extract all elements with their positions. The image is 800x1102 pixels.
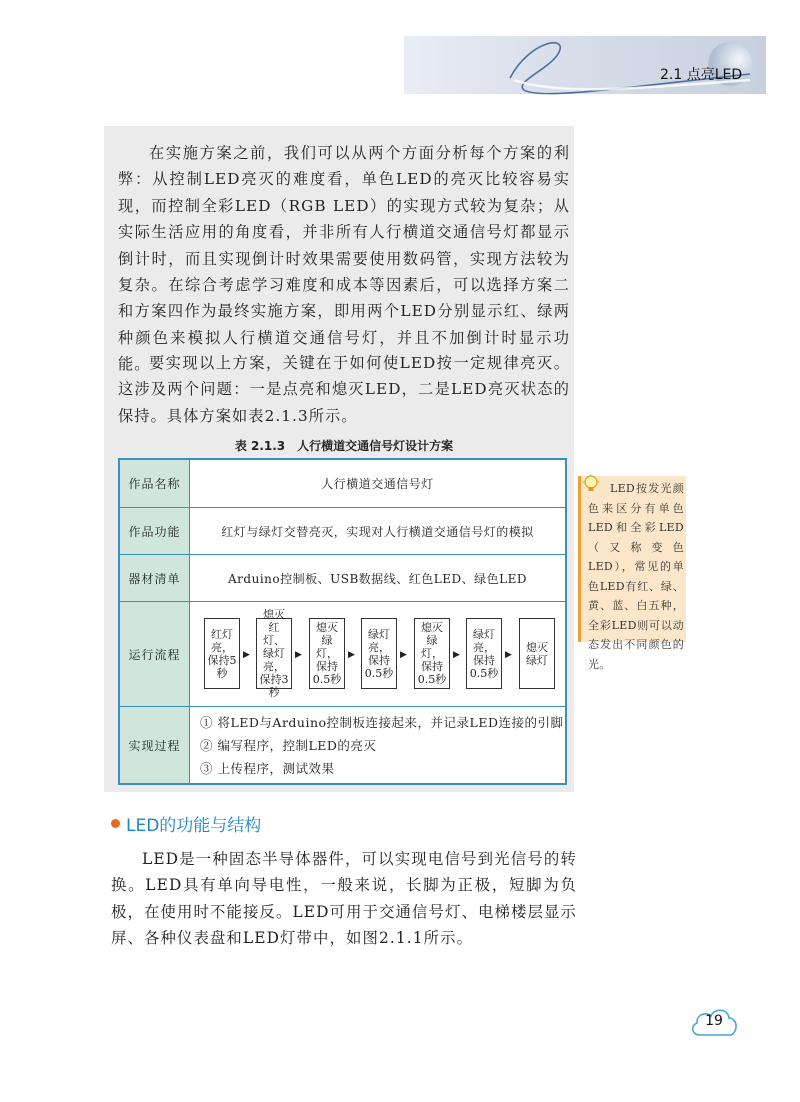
process-steps: [190, 711, 565, 780]
section-heading: LED的功能与结构: [126, 816, 262, 836]
arrow-right-icon: ▶: [400, 650, 407, 660]
bullet-dot-icon: [111, 819, 120, 828]
flow-step: 熄灭红灯、绿灯亮，保持3秒: [256, 618, 292, 689]
table-caption: 表 2.1.3 人行横道交通信号灯设计方案: [234, 439, 454, 453]
flow-step: 绿灯亮，保持0.5秒: [466, 618, 502, 689]
flow-step: 熄灭绿灯，保持0.5秒: [414, 618, 450, 689]
flow-step: 熄灭绿灯，保持0.5秒: [309, 618, 345, 689]
table-row-flow: [120, 601, 565, 707]
paragraph-plan: 要实现以上方案，关键在于如何使LED按一定规律亮灭。这涉及两个问题：一是点亮和熄灭LED，二是LED亮灭状态的保持。具体方案如表2.1.3所示。: [118, 354, 570, 425]
process-step: ② 编写程序，控制LED的亮灭: [200, 737, 377, 753]
row-label: 作品功能: [120, 508, 190, 555]
paragraph-led-intro: LED是一种固态半导体器件，可以实现电信号到光信号的转换。LED具有单向导电性，一般来说，长脚为正极，短脚为负极，在使用时不能接反。LED可用于交通信号灯、电梯楼层显示屏、各种仪表盘和LED灯带中，如图2.1.1所示。: [111, 850, 577, 948]
flow-step: 红灯亮，保持5秒: [204, 618, 240, 689]
arrow-right-icon: ▶: [295, 650, 302, 660]
arrow-right-icon: ▶: [243, 650, 250, 660]
table-row-materials: [120, 554, 565, 602]
design-table: [118, 458, 567, 785]
process-step: ① 将LED与Arduino控制板连接起来，并记录LED连接的引脚: [200, 714, 564, 730]
chapter-section-title: 2.1 点亮LED: [660, 67, 743, 83]
row-label: 作品名称: [120, 460, 190, 507]
row-value: Arduino控制板、USB数据线、红色LED、绿色LED: [228, 572, 527, 586]
flow-step: 绿灯亮，保持0.5秒: [361, 618, 397, 689]
paragraph-analysis: 在实施方案之前，我们可以从两个方面分析每个方案的利弊：从控制LED亮灭的难度看，单色LED的亮灭比较容易实现，而控制全彩LED（RGB LED）的实现方式较为复杂；从实际生活应用的角度看，并非所有人行横道交通信号灯都显示倒计时，而且实现倒计时效果需要使用数码管，实现方法较为复杂。在综合考虑学习难度和成本等因素后，可以选择方案二和方案四作为最终实施方案，即用两个LED分别显示红、绿两种颜色来模拟人行横道交通信号灯，并且不加倒计时显示功能。: [118, 144, 570, 374]
row-label: 器材清单: [120, 555, 190, 602]
note-text: LED按发光颜色来区分有单色LED和全彩LED（又称变色LED），常见的单色LED有红、绿、黄、蓝、白五种，全彩LED则可以动态发出不同颜色的光。: [588, 482, 684, 671]
row-label: 实现过程: [120, 707, 190, 783]
process-step: ③ 上传程序，测试效果: [200, 760, 335, 776]
arrow-right-icon: ▶: [505, 650, 512, 660]
table-row-process: [120, 706, 565, 783]
flow-step: 熄灭绿灯: [519, 618, 555, 689]
row-value: 人行横道交通信号灯: [321, 477, 434, 491]
arrow-right-icon: ▶: [348, 650, 355, 660]
arrow-right-icon: ▶: [453, 650, 460, 660]
row-value: 红灯与绿灯交替亮灭，实现对人行横道交通信号灯的模拟: [221, 525, 534, 539]
row-label: 运行流程: [120, 602, 190, 707]
table-row-function: [120, 507, 565, 555]
row-value: [190, 707, 565, 783]
table-row-name: [120, 460, 565, 507]
page-number: 19: [705, 1013, 723, 1029]
flow-diagram: [190, 602, 565, 707]
